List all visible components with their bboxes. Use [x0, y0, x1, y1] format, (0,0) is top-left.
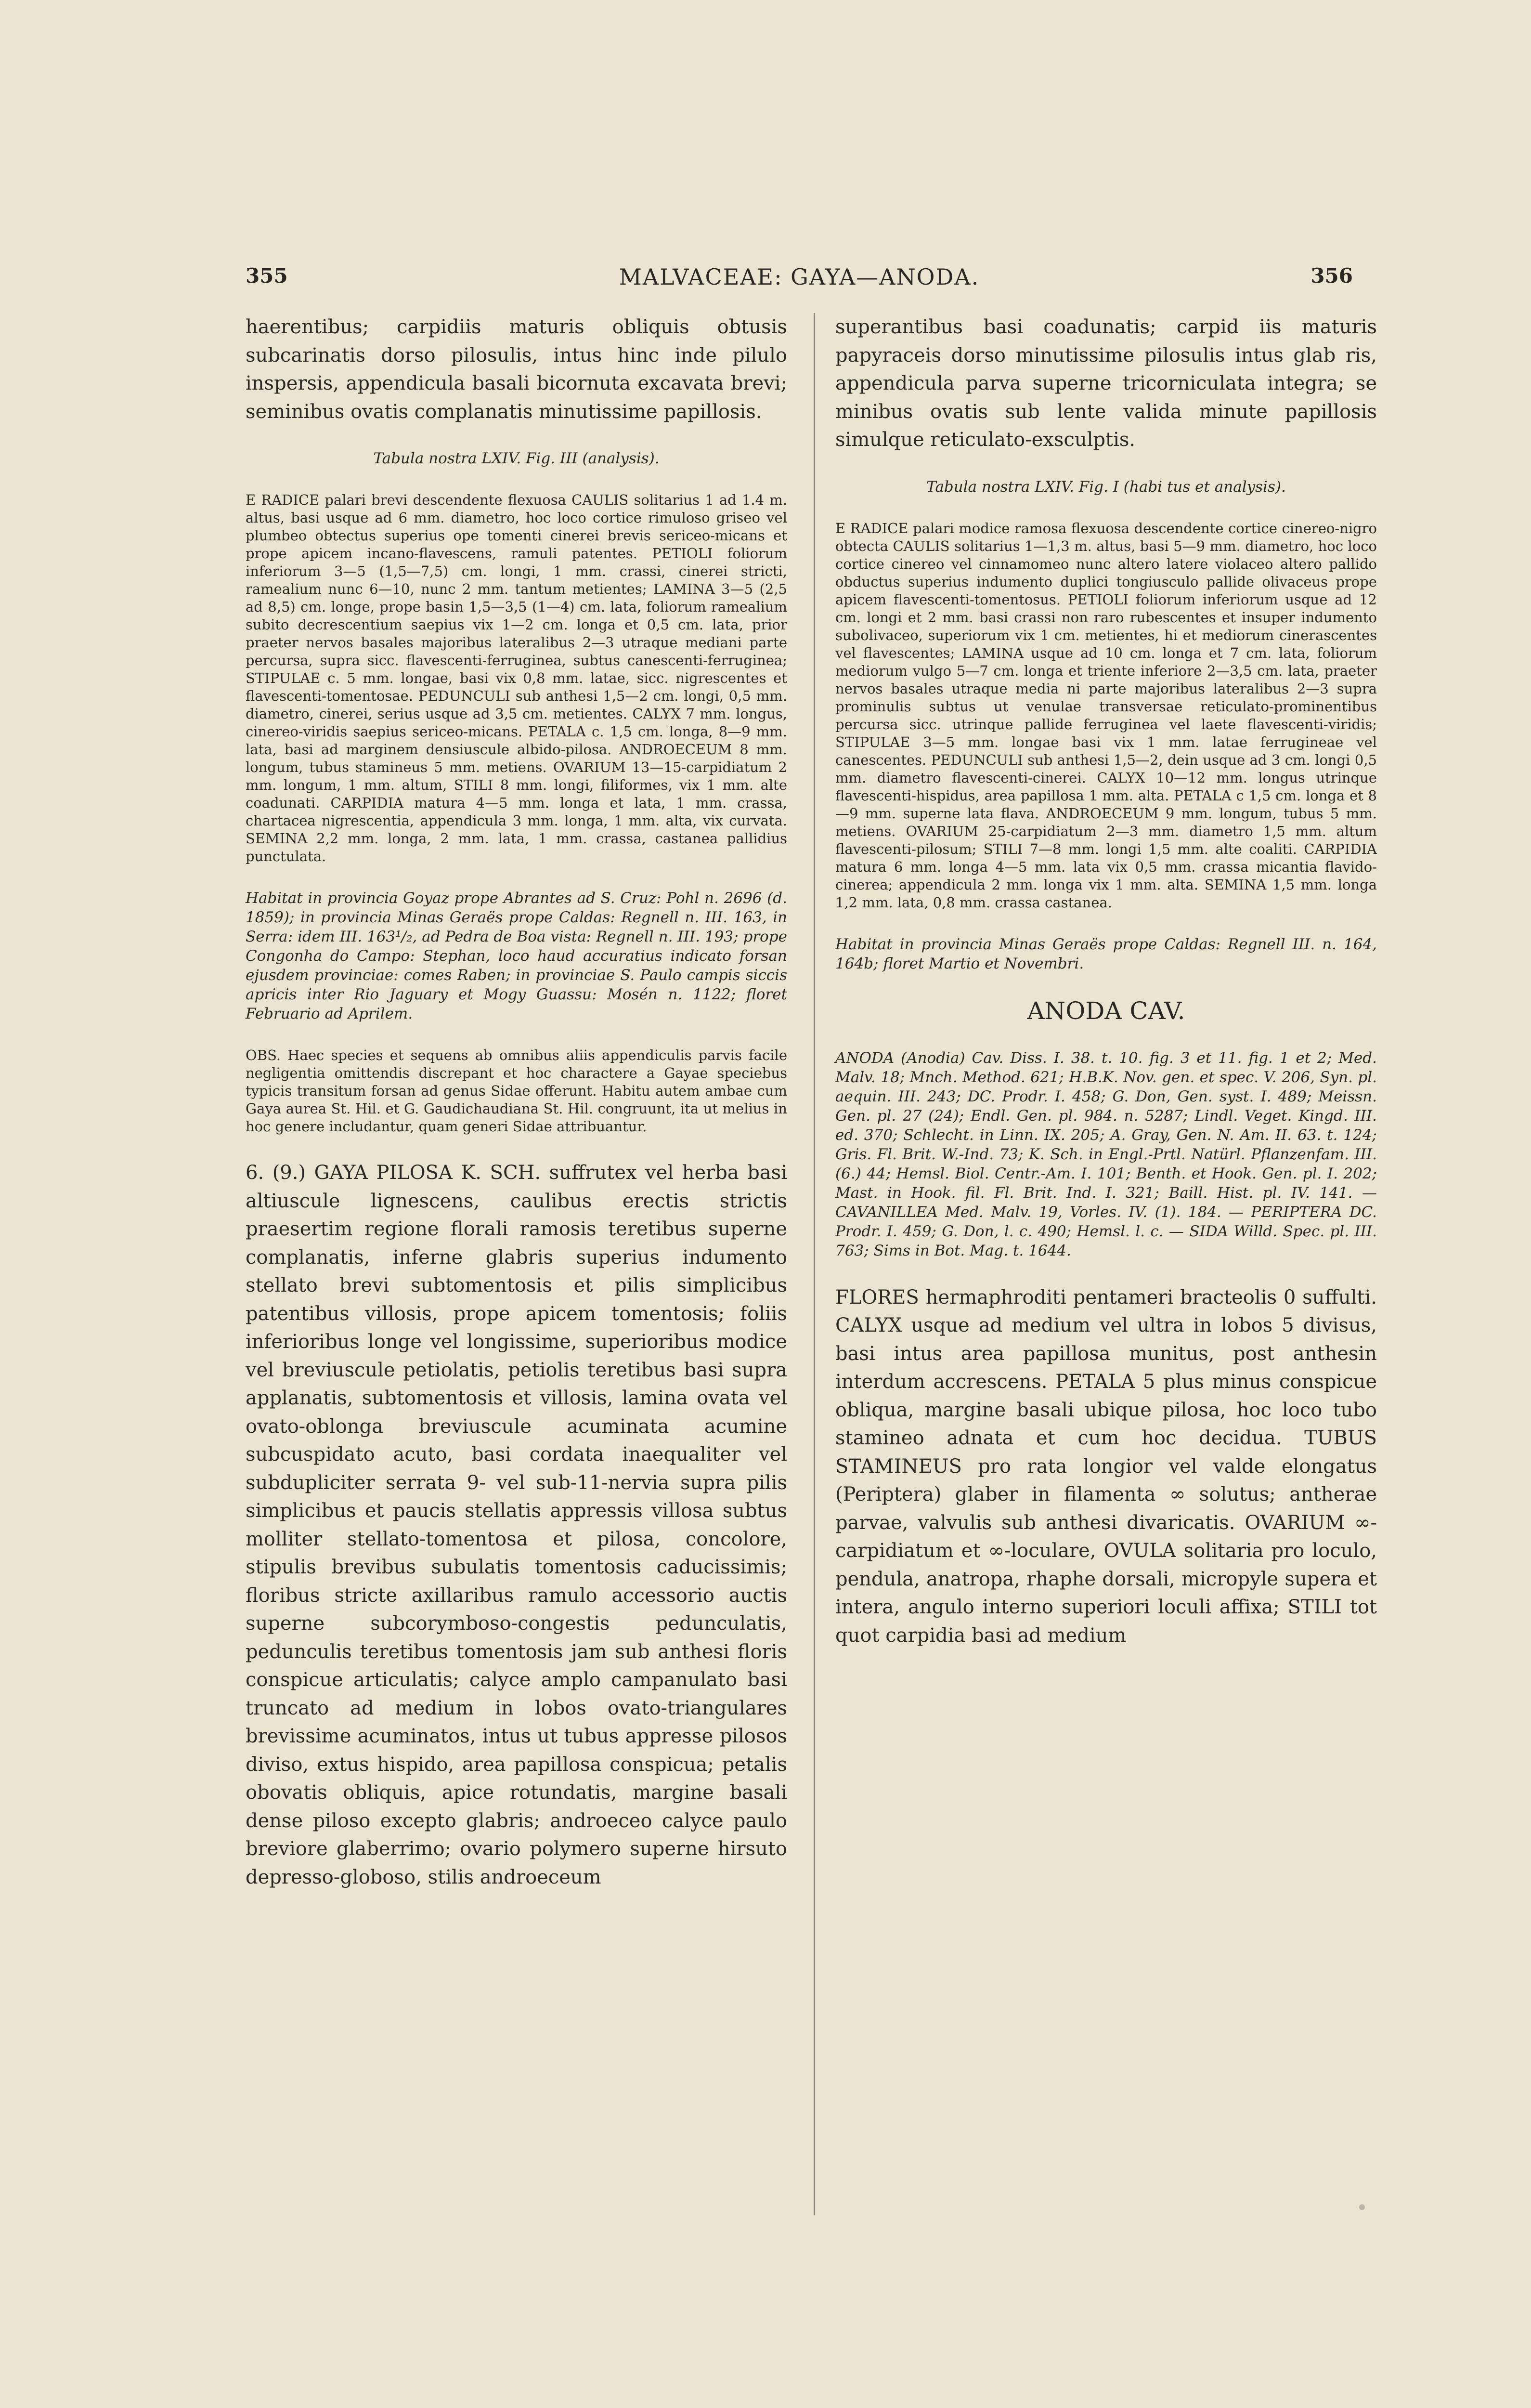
- observation-note: OBS. Haec species et sequens ab omnibus aliis appendiculis parvis facile negligentia omittendis discrepant et hoc charactere a Gayae speciebus typicis transitum forsan ad genus Sidae offerunt. Habitu autem ambae cum Gaya aurea St. Hil. et G. Gaudichaudiana St. Hil. congruunt, ita ut melius in hoc genere includantur, quam generi Sidae attribuantur.: [246, 1047, 787, 1135]
- species-description: E RADICE palari brevi descendente flexuosa CAULIS solitarius 1 ad 1.4 m. altus, basi usque ad 6 mm. diametro, hoc loco cortice rimuloso griseo vel plumbeo obtectus superius ope tomenti cinerei brevis sericeo-micans et prope apicem incano-flavescens, ramuli patentes. PETIOLI foliorum inferiorum 3—5 (1,5—7,5) cm. longi, 1 mm. crassi, cinerei stricti, ramealium nunc 6—10, nunc 2 mm. tantum metientes; LAMINA 3—5 (2,5 ad 8,5) cm. longe, prope basin 1,5—3,5 (1—4) cm. lata, foliorum ramealium subito decrescentium saepius vix 1—2 cm. longa et 0,5 cm. lata, prior praeter nervos basales majoribus lateralibus 2—3 utraque mediani parte percursa, supra sicc. flavescenti-ferruginea, subtus canescenti-ferruginea; STIPULAE c. 5 mm. longae, basi vix 0,8 mm. latae, sicc. nigrescentes et flavescenti-tomentosae. PEDUNCULI sub anthesi 1,5—2 cm. longi, 0,5 mm. diametro, cinerei, serius usque ad 3,5 cm. metientes. CALYX 7 mm. longus, cinereo-viridis saepius sericeo-micans. PETALA c. 1,5 cm. longa, 8—9 mm. lata, basi ad marginem densiuscule albido-pilosa. ANDROECEUM 8 mm. longum, tubus stamineus 5 mm. metiens. OVARIUM 13—15-carpidiatum 2 mm. longum, 1 mm. altum, STILI 8 mm. longi, filiformes, vix 1 mm. alte coadunati. CARPIDIA matura 4—5 mm. longa et lata, 1 mm. crassa, chartacea nigrescentia, appendicula 3 mm. longa, 1 mm. alta, vix curvata. SEMINA 2,2 mm. longa, 2 mm. lata, 1 mm. crassa, castanea pallidius punctulata.: [246, 492, 787, 864]
- page-number-left: 355: [246, 264, 288, 288]
- species-entry-gaya-pilosa: 6. (9.) GAYA PILOSA K. SCH. suffrutex vel herba basi altiuscule lignescens, caulibus erectis strictis praesertim regione florali ramosis teretibus superne complanatis, inferne glabris superius indumento stellato brevi subtomentosis et pilis simplicibus patentibus villosis, prope apicem tomentosis; foliis inferioribus longe vel longissime, superioribus modice vel breviuscule petiolatis, petiolis teretibus basi supra applanatis, subtomentosis et villosis, lamina ovata vel ovato-oblonga breviuscule acuminata acumine subcuspidato acuto, basi cordata inaequaliter vel subdupliciter serrata 9- vel sub-11-nervia supra pilis simplicibus et paucis stellatis appressis villosa subtus molliter stellato-tomentosa et pilosa, concolore, stipulis brevibus subulatis tomentosis caducissimis; floribus stricte axillaribus ramulo accessorio auctis superne subcorymboso-congestis pedunculatis, pedunculis teretibus tomentosis jam sub anthesi floris conspicue articulatis; calyce amplo campanulato basi truncato ad medium in lobos ovato-triangulares brevissime acuminatos, intus ut tubus appresse pilosos diviso, extus hispido, area papillosa conspicua; petalis obovatis obliquis, apice rotundatis, margine basali dense piloso excepto glabris; androeceo calyce paulo breviore glaberrimo; ovario polymero superne hirsuto depresso-globoso, stilis androeceum: [246, 1162, 787, 1888]
- plate-caption: Tabula nostra LXIV. Fig. I (habi tus et analysis).: [926, 478, 1286, 496]
- running-title: MALVACEAE: GAYA—ANODA.: [619, 264, 980, 290]
- genus-heading: ANODA CAV.: [1027, 996, 1185, 1025]
- generic-description: FLORES hermaphroditi pentameri bracteolis 0 suffulti. CALYX usque ad medium vel ultra in lobos 5 divisus, basi intus area papillosa munitus, post anthesin interdum accrescens. PETALA 5 plus minus conspicue obliqua, margine basali ubique pilosa, hoc loco tubo stamineo adnata et cum hoc decidua. TUBUS STAMINEUS pro rata longior vel valde elongatus (Periptera) glaber in filamenta ∞ solutus; antherae parvae, valvulis sub anthesi divaricatis. OVARIUM ∞-carpidiatum et ∞-loculare, OVULA solitaria pro loculo, pendula, anatropa, rhaphe dorsali, micropyle supera et intera, angulo interno superiori loculi affixa; STILI tot quot carpidia basi ad medium: [835, 1286, 1377, 1647]
- right-column: [835, 313, 1377, 1649]
- page-number-right: 356: [1310, 264, 1353, 288]
- habitat-paragraph: Habitat in provincia Goyaz prope Abrantes ad S. Cruz: Pohl n. 2696 (d. 1859); in provincia Minas Geraës prope Caldas: Regnell n. III. 163, in Serra: idem III. 163¹/₂, ad Pedra de Boa vista: Regnell n. III. 193; prope Congonha do Campo: Stephan, loco haud accuratius indicato forsan ejusdem provinciae: comes Raben; in provinciae S. Paulo campis siccis apricis inter Rio Jaguary et Mogy Guassu: Mosén n. 1122; floret Februario ad Aprilem.: [246, 890, 787, 1022]
- column-divider: [814, 313, 815, 2215]
- species-continuation: superantibus basi coadunatis; carpid iis maturis papyraceis dorso minutissime pilosulis intus glab ris, appendicula parva superne tricorniculata integra; se minibus ovatis sub lente valida minute papillosis simulque reticulato-exsculptis.: [835, 316, 1377, 451]
- left-column: [246, 313, 787, 1891]
- habitat-paragraph: Habitat in provincia Minas Geraës prope Caldas: Regnell III. n. 164, 164b; floret Martio et Novembri.: [835, 935, 1377, 972]
- paper-speck: [1359, 2204, 1365, 2210]
- plate-caption: Tabula nostra LXIV. Fig. III (analysis).: [373, 450, 660, 467]
- species-continuation: haerentibus; carpidiis maturis obliquis obtusis subcarinatis dorso pilosulis, intus hinc inde pilulo inspersis, appendicula basali bicornuta excavata brevi; seminibus ovatis complanatis minutissime papillosis.: [246, 316, 787, 423]
- genus-synonymy: ANODA (Anodia) Cav. Diss. I. 38. t. 10. fig. 3 et 11. fig. 1 et 2; Med. Malv. 18; Mnch. Method. 621; H.B.K. Nov. gen. et spec. V. 206, Syn. pl. aequin. III. 243; DC. Prodr. I. 458; G. Don, Gen. syst. I. 489; Meissn. Gen. pl. 27 (24); Endl. Gen. pl. 984. n. 5287; Lindl. Veget. Kingd. III. ed. 370; Schlecht. in Linn. IX. 205; A. Gray, Gen. N. Am. II. 63. t. 124; Gris. Fl. Brit. W.-Ind. 73; K. Sch. in Engl.-Prtl. Natürl. Pflanzenfam. III. (6.) 44; Hemsl. Biol. Centr.-Am. I. 101; Benth. et Hook. Gen. pl. I. 202; Mast. in Hook. fil. Fl. Brit. Ind. I. 321; Baill. Hist. pl. IV. 141. — CAVANILLEA Med. Malv. 19, Vorles. IV. (1). 184. — PERIPTERA DC. Prodr. I. 459; G. Don, l. c. 490; Hemsl. l. c. — SIDA Willd. Spec. pl. III. 763; Sims in Bot. Mag. t. 1644.: [835, 1049, 1377, 1259]
- species-description: E RADICE palari modice ramosa flexuosa descendente cortice cinereo-nigro obtecta CAULIS solitarius 1—1,3 m. altus, basi 5—9 mm. diametro, hoc loco cortice cinereo vel cinnamomeo nunc altero latere violaceo altero pallido obductus superius indumento duplici tongiusculo pallide olivaceus prope apicem flavescenti-tomentosus. PETIOLI foliorum inferiorum usque ad 12 cm. longi et 2 mm. basi crassi non raro rubescentes et insuper indumento subolivaceo, superiorum vix 1 cm. metientes, hi et mediorum cinerascentes vel flavescentes; LAMINA usque ad 10 cm. longa et 7 cm. lata, foliorum mediorum vulgo 5—7 cm. longa et triente inferiore 2—3,5 cm. lata, praeter nervos basales utraque media ni parte majoribus lateralibus 2—3 supra prominulis subtus ut venulae transversae reticulato-prominentibus percursa sicc. utrinque pallide ferruginea vel laete flavescenti-viridis; STIPULAE 3—5 mm. longae basi vix 1 mm. latae ferrugineae vel canescentes. PEDUNCULI sub anthesi 1,5—2, dein usque ad 3 cm. longi 0,5 mm. diametro flavescenti-cinerei. CALYX 10—12 mm. longus utrinque flavescenti-hispidus, area papillosa 1 mm. alta. PETALA c 1,5 cm. longa et 8—9 mm. superne lata flava. ANDROECEUM 9 mm. longum, tubus 5 mm. metiens. OVARIUM 25-carpidiatum 2—3 mm. diametro 1,5 mm. altum flavescenti-pilosum; STILI 7—8 mm. longi 1,5 mm. alte coaliti. CARPIDIA matura 6 mm. longa 4—5 mm. lata vix 0,5 mm. crassa micantia flavido-cinerea; appendicula 2 mm. longa vix 1 mm. alta. SEMINA 1,5 mm. longa 1,2 mm. lata, 0,8 mm. crassa castanea.: [835, 520, 1377, 911]
- running-header: [246, 264, 1353, 298]
